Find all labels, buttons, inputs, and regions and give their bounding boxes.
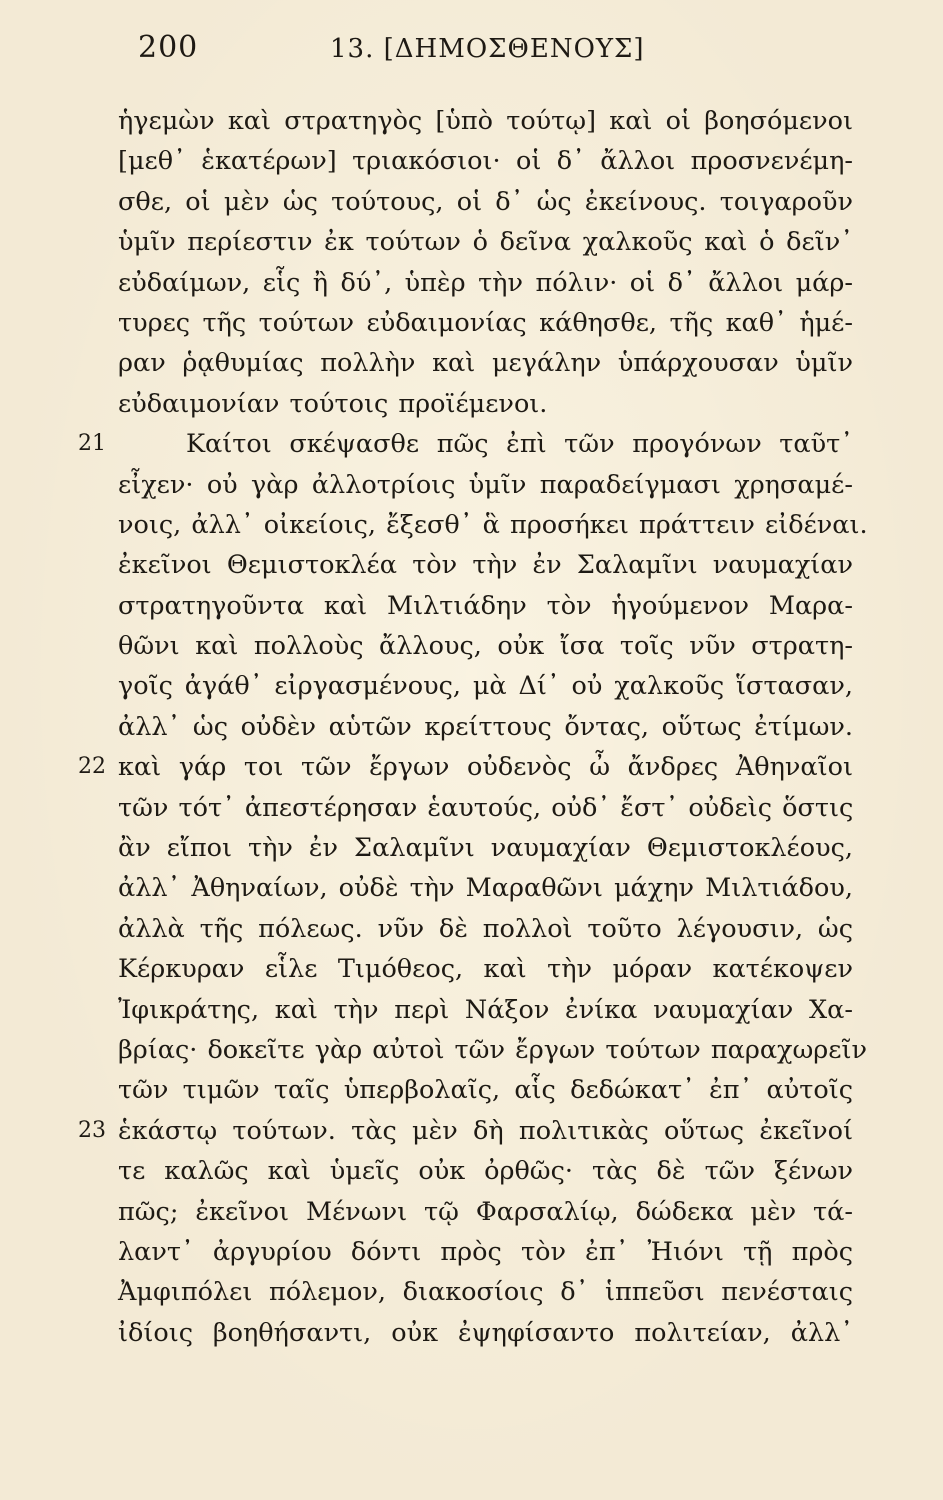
line-text: τε καλῶς καὶ ὑμεῖς οὐκ ὀρθῶς· τὰς δὲ τῶν ξένων — [118, 1156, 853, 1187]
line-text: Καίτοι σκέψασθε πῶς ἐπὶ τῶν προγόνων ταῦτ᾽ — [186, 429, 853, 460]
section-number: 23 — [78, 1117, 106, 1143]
line-text: ἑκάστῳ τούτων. τὰς μὲν δὴ πολιτικὰς οὕτως ἐκεῖνοί — [118, 1115, 853, 1146]
line-text: νοις, ἀλλ᾽ οἰκείοις, ἔξεσθ᾽ ἃ προσήκει πράττειν εἰδέναι. — [118, 509, 868, 540]
line-text: Ἀμφιπόλει πόλεμον, διακοσίοις δ᾽ ἱππεῦσι πενέσταις — [118, 1277, 853, 1308]
text-line — [118, 586, 853, 626]
text-line — [118, 263, 853, 303]
text-line — [118, 990, 853, 1030]
text-line — [118, 384, 853, 424]
line-text: εὐδαίμων, εἷς ἢ δύ᾽, ὑπὲρ τὴν πόλιν· οἱ δ᾽ ἄλλοι μάρ- — [118, 267, 853, 298]
text-line — [118, 222, 853, 262]
line-text: εἶχεν· οὐ γὰρ ἀλλοτρίοις ὑμῖν παραδείγμασι χρησαμέ- — [118, 469, 853, 500]
text-line — [118, 666, 853, 706]
text-line — [118, 505, 868, 545]
line-text: σθε, οἱ μὲν ὡς τούτους, οἱ δ᾽ ὡς ἐκείνους. τοιγαροῦν — [118, 186, 853, 217]
line-text: λαντ᾽ ἀργυρίου δόντι πρὸς τὸν ἐπ᾽ Ἠιόνι τῇ πρὸς — [118, 1236, 853, 1267]
line-text: γοῖς ἀγάθ᾽ εἰργασμένους, μὰ Δί᾽ οὐ χαλκοῦς ἵστασαν, — [118, 671, 853, 702]
line-text: ἀλλ᾽ Ἀθηναίων, οὐδὲ τὴν Μαραθῶνι μάχην Μιλτιάδου, — [118, 873, 853, 904]
text-line — [118, 182, 853, 222]
line-text: βρίας· δοκεῖτε γὰρ αὐτοὶ τῶν ἔργων τούτων παραχωρεῖν — [118, 1034, 867, 1065]
line-text: ἀλλ᾽ ὡς οὐδὲν αὑτῶν κρείττους ὄντας, οὕτως ἐτίμων. — [118, 711, 853, 742]
page-number: 200 — [138, 30, 199, 65]
line-text: τῶν τότ᾽ ἀπεστέρησαν ἑαυτούς, οὐδ᾽ ἔστ᾽ οὐδεὶς ὅστις — [118, 792, 854, 823]
line-text: πῶς; ἐκεῖνοι Μένωνι τῷ Φαρσαλίῳ, δώδεκα μὲν τά- — [118, 1196, 853, 1227]
line-text: ραν ῥᾳθυμίας πολλὴν καὶ μεγάλην ὑπάρχουσαν ὑμῖν — [118, 348, 853, 379]
line-text: στρατηγοῦντα καὶ Μιλτιάδην τὸν ἡγούμενον Μαρα- — [118, 590, 853, 621]
running-head-title: 13. [ΔΗΜΟΣΘΕΝΟΥΣ] — [330, 34, 645, 64]
text-line — [118, 949, 853, 989]
text-line — [118, 1030, 867, 1070]
line-text: ἡγεμὼν καὶ στρατηγὸς [ὑπὸ τούτῳ] καὶ οἱ βοησόμενοι — [118, 106, 853, 136]
text-line — [118, 141, 853, 181]
text-line — [118, 101, 853, 141]
running-head — [0, 30, 943, 70]
line-text: θῶνι καὶ πολλοὺς ἄλλους, οὐκ ἴσα τοῖς νῦν στρατη- — [118, 631, 853, 662]
text-line — [118, 828, 853, 868]
line-text: ἰδίοις βοηθήσαντι, οὐκ ἐψηφίσαντο πολιτείαν, ἀλλ᾽ — [118, 1317, 853, 1348]
text-line — [118, 626, 853, 666]
line-text: ἀλλὰ τῆς πόλεως. νῦν δὲ πολλοὶ τοῦτο λέγουσιν, ὡς — [118, 913, 853, 944]
text-line — [78, 424, 853, 464]
line-text: Κέρκυραν εἷλε Τιμόθεος, καὶ τὴν μόραν κατέκοψεν — [118, 954, 853, 985]
text-line — [118, 1232, 853, 1272]
text-line — [118, 1151, 853, 1191]
line-text: εὐδαιμονίαν τούτοις προϊέμενοι. — [118, 388, 548, 419]
text-line — [78, 1111, 853, 1151]
text-line — [118, 545, 853, 585]
text-line — [118, 909, 853, 949]
text-line — [118, 707, 853, 747]
line-text: ὑμῖν περίεστιν ἐκ τούτων ὁ δεῖνα χαλκοῦς καὶ ὁ δεῖν᾽ — [118, 227, 853, 258]
text-line — [118, 788, 853, 828]
section-number: 21 — [78, 431, 106, 457]
line-text: ἂν εἴποι τὴν ἐν Σαλαμῖνι ναυμαχίαν Θεμιστοκλέους, — [118, 833, 853, 864]
text-line — [118, 1192, 853, 1232]
line-text: [μεθ᾽ ἑκατέρων] τριακόσιοι· οἱ δ᾽ ἄλλοι προσνενέμη- — [118, 146, 853, 177]
text-line — [118, 1313, 853, 1353]
text-line — [118, 868, 853, 908]
text-line — [118, 343, 853, 383]
text-line — [118, 303, 853, 343]
text-line — [78, 747, 853, 787]
line-text: τῶν τιμῶν ταῖς ὑπερβολαῖς, αἷς δεδώκατ᾽ ἐπ᾽ αὐτοῖς — [118, 1075, 853, 1106]
line-text: ἐκεῖνοι Θεμιστοκλέα τὸν τὴν ἐν Σαλαμῖνι ναυμαχίαν — [118, 550, 853, 581]
greek-text-body — [78, 101, 868, 1353]
line-text: Ἰφικράτης, καὶ τὴν περὶ Νάξον ἐνίκα ναυμαχίαν Χα- — [118, 994, 853, 1025]
line-text: τυρες τῆς τούτων εὐδαιμονίας κάθησθε, τῆς καθ᾽ ἡμέ- — [118, 307, 853, 338]
text-line — [118, 1070, 853, 1110]
section-number: 22 — [78, 754, 106, 780]
text-line — [118, 1272, 853, 1312]
text-line — [118, 465, 853, 505]
line-text: καὶ γάρ τοι τῶν ἔργων οὐδενὸς ὦ ἄνδρες Ἀθηναῖοι — [118, 752, 853, 783]
